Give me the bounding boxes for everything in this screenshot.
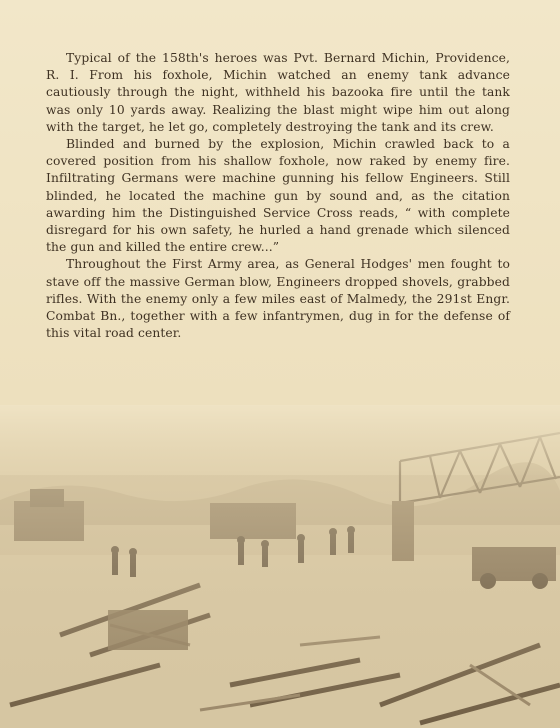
paragraph-michin-grenade: Blinded and burned by the explosion, Michin crawled back to a covered position from his shallow foxhole, now raked by enemy fire. Infiltrating Germans were machine gunning his fellow Engineers. Still blinded, he located the machine gun by sound and, as the citation awarding him the Distinguished Service Cross reads, “ with complete disregard for his own safety, he hurled a hand grenade which silenced the gun and killed the entire crew...” bbox=[46, 137, 510, 255]
halftone-photo-bridge-scene bbox=[0, 405, 560, 728]
paragraph-michin-tank: Typical of the 158th's heroes was Pvt. Bernard Michin, Providence, R. I. From his foxhole, Michin watched an enemy tank advance cautiously through the night, withheld his bazooka fire until the tank was only 10 yards away. Realizing the blast might wipe him out along with the target, he let go, completely destroying the tank and its crew. bbox=[46, 51, 510, 134]
article-body bbox=[46, 50, 510, 342]
paragraph-malmedy-defense: Throughout the First Army area, as General Hodges' men fought to stave off the massive German blow, Engineers dropped shovels, grabbed rifles. With the enemy only a few miles east of Malmedy, the 291st Engr. Combat Bn., together with a few infantrymen, dug in for the defense of this vital road center. bbox=[46, 257, 510, 341]
